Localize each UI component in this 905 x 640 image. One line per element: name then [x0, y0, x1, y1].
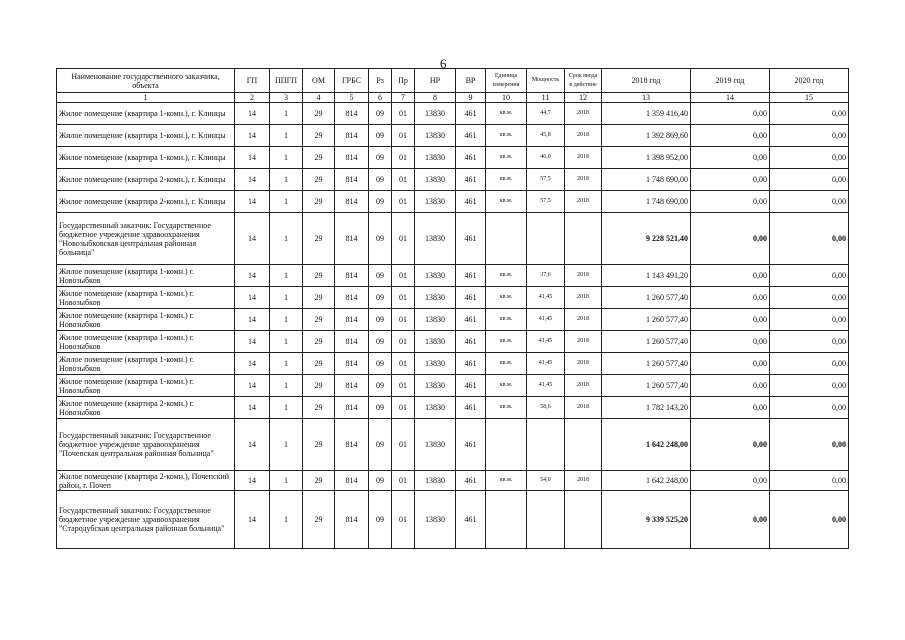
cell-y2019: 0,00	[691, 265, 770, 287]
cell-y2018: 9 228 521,40	[602, 213, 691, 265]
cell-year	[565, 419, 602, 471]
cell-name: Жилое помещение (квартира 1-комн.) г. Новозыбков	[57, 353, 235, 375]
cell-vr: 461	[456, 375, 486, 397]
cell-unit: кв.м.	[486, 103, 527, 125]
cell-vr: 461	[456, 169, 486, 191]
cell-year: 2018	[565, 287, 602, 309]
cell-y2020: 0,00	[770, 309, 849, 331]
cell-name: Жилое помещение (квартира 1-комн.), г. Клинцы	[57, 125, 235, 147]
cell-y2019: 0,00	[691, 471, 770, 491]
cell-pr: 01	[392, 125, 415, 147]
cell-gp: 14	[235, 213, 270, 265]
cell-nr: 13830	[415, 265, 456, 287]
cell-y2019: 0,00	[691, 419, 770, 471]
table-row	[57, 125, 849, 147]
cell-unit: кв.м.	[486, 309, 527, 331]
cell-om: 29	[303, 309, 335, 331]
cell-unit: кв.м.	[486, 147, 527, 169]
cell-year	[565, 491, 602, 549]
cell-name: Жилое помещение (квартира 1-комн.) г. Новозыбков	[57, 265, 235, 287]
header-cell: ГП	[235, 69, 270, 93]
cell-y2019: 0,00	[691, 353, 770, 375]
table-body	[57, 103, 849, 549]
cell-grbs: 814	[335, 471, 369, 491]
column-number: 11	[527, 93, 565, 103]
cell-rz: 09	[369, 287, 392, 309]
cell-gp: 14	[235, 353, 270, 375]
cell-ppgp: 1	[270, 491, 303, 549]
cell-y2018: 1 748 690,00	[602, 169, 691, 191]
header-cell: Наименование государственного заказчика, объекта	[57, 69, 235, 93]
header-cell: ППГП	[270, 69, 303, 93]
cell-pr: 01	[392, 375, 415, 397]
cell-unit	[486, 419, 527, 471]
column-number: 12	[565, 93, 602, 103]
cell-y2019: 0,00	[691, 331, 770, 353]
cell-y2020: 0,00	[770, 353, 849, 375]
cell-gp: 14	[235, 125, 270, 147]
cell-om: 29	[303, 491, 335, 549]
cell-y2019: 0,00	[691, 169, 770, 191]
header-cell: НР	[415, 69, 456, 93]
cell-y2019: 0,00	[691, 147, 770, 169]
cell-y2019: 0,00	[691, 103, 770, 125]
cell-unit: кв.м.	[486, 397, 527, 419]
cell-nr: 13830	[415, 169, 456, 191]
header-cell: 2018 год	[602, 69, 691, 93]
cell-year: 2018	[565, 353, 602, 375]
cell-year	[565, 213, 602, 265]
cell-gp: 14	[235, 169, 270, 191]
cell-nr: 13830	[415, 125, 456, 147]
cell-vr: 461	[456, 147, 486, 169]
cell-vr: 461	[456, 191, 486, 213]
cell-unit: кв.м.	[486, 191, 527, 213]
cell-grbs: 814	[335, 331, 369, 353]
table-row	[57, 169, 849, 191]
cell-ppgp: 1	[270, 103, 303, 125]
cell-y2018: 1 260 577,40	[602, 353, 691, 375]
cell-rz: 09	[369, 103, 392, 125]
header-cell: ОМ	[303, 69, 335, 93]
cell-nr: 13830	[415, 309, 456, 331]
cell-y2020: 0,00	[770, 397, 849, 419]
cell-power: 57,5	[527, 169, 565, 191]
cell-y2018: 9 339 525,20	[602, 491, 691, 549]
cell-name: Жилое помещение (квартира 1-комн.) г. Новозыбков	[57, 331, 235, 353]
cell-power: 37,6	[527, 265, 565, 287]
cell-vr: 461	[456, 331, 486, 353]
cell-y2020: 0,00	[770, 147, 849, 169]
cell-grbs: 814	[335, 103, 369, 125]
cell-unit: кв.м.	[486, 375, 527, 397]
cell-pr: 01	[392, 265, 415, 287]
header-cell: 2019 год	[691, 69, 770, 93]
cell-nr: 13830	[415, 147, 456, 169]
column-number: 7	[392, 93, 415, 103]
cell-power: 58,6	[527, 397, 565, 419]
cell-grbs: 814	[335, 397, 369, 419]
cell-om: 29	[303, 125, 335, 147]
column-number: 6	[369, 93, 392, 103]
cell-om: 29	[303, 213, 335, 265]
cell-rz: 09	[369, 419, 392, 471]
cell-pr: 01	[392, 103, 415, 125]
cell-rz: 09	[369, 397, 392, 419]
cell-y2019: 0,00	[691, 191, 770, 213]
cell-ppgp: 1	[270, 375, 303, 397]
cell-rz: 09	[369, 213, 392, 265]
cell-unit: кв.м.	[486, 353, 527, 375]
cell-vr: 461	[456, 353, 486, 375]
customer-row	[57, 419, 849, 471]
column-number-row	[57, 93, 849, 103]
header-row	[57, 69, 849, 93]
cell-grbs: 814	[335, 169, 369, 191]
cell-grbs: 814	[335, 125, 369, 147]
header-cell: Пр	[392, 69, 415, 93]
cell-y2018: 1 642 248,00	[602, 419, 691, 471]
cell-om: 29	[303, 191, 335, 213]
cell-rz: 09	[369, 309, 392, 331]
cell-y2018: 1 392 869,60	[602, 125, 691, 147]
cell-ppgp: 1	[270, 287, 303, 309]
cell-gp: 14	[235, 419, 270, 471]
cell-power: 41,45	[527, 353, 565, 375]
cell-gp: 14	[235, 397, 270, 419]
cell-year: 2018	[565, 331, 602, 353]
cell-y2020: 0,00	[770, 169, 849, 191]
cell-nr: 13830	[415, 213, 456, 265]
cell-power	[527, 491, 565, 549]
cell-gp: 14	[235, 331, 270, 353]
cell-om: 29	[303, 419, 335, 471]
table-row	[57, 375, 849, 397]
cell-rz: 09	[369, 375, 392, 397]
cell-y2018: 1 782 143,20	[602, 397, 691, 419]
cell-ppgp: 1	[270, 397, 303, 419]
cell-rz: 09	[369, 331, 392, 353]
cell-y2020: 0,00	[770, 419, 849, 471]
cell-om: 29	[303, 397, 335, 419]
cell-vr: 461	[456, 125, 486, 147]
cell-y2018: 1 748 690,00	[602, 191, 691, 213]
cell-pr: 01	[392, 309, 415, 331]
cell-vr: 461	[456, 491, 486, 549]
cell-unit: кв.м.	[486, 169, 527, 191]
cell-y2018: 1 143 491,20	[602, 265, 691, 287]
cell-power: 45,8	[527, 125, 565, 147]
cell-name: Жилое помещение (квартира 2-комн.), г. Клинцы	[57, 169, 235, 191]
cell-unit	[486, 213, 527, 265]
cell-grbs: 814	[335, 147, 369, 169]
cell-pr: 01	[392, 419, 415, 471]
cell-pr: 01	[392, 397, 415, 419]
cell-pr: 01	[392, 491, 415, 549]
cell-name: Государственный заказчик: Государственное бюджетное учреждение здравоохранения "Новозыбковская центральная районная больница"	[57, 213, 235, 265]
table-row	[57, 331, 849, 353]
cell-y2018: 1 260 577,40	[602, 331, 691, 353]
cell-year: 2018	[565, 191, 602, 213]
header-cell: Срок ввода в действие	[565, 69, 602, 93]
cell-power: 41,45	[527, 287, 565, 309]
cell-unit: кв.м.	[486, 125, 527, 147]
column-number: 4	[303, 93, 335, 103]
cell-vr: 461	[456, 265, 486, 287]
cell-om: 29	[303, 265, 335, 287]
cell-ppgp: 1	[270, 125, 303, 147]
cell-rz: 09	[369, 147, 392, 169]
cell-rz: 09	[369, 353, 392, 375]
cell-gp: 14	[235, 471, 270, 491]
budget-table	[56, 68, 849, 549]
cell-year: 2018	[565, 169, 602, 191]
cell-unit: кв.м.	[486, 331, 527, 353]
cell-y2019: 0,00	[691, 397, 770, 419]
cell-nr: 13830	[415, 191, 456, 213]
customer-row	[57, 491, 849, 549]
table-row	[57, 191, 849, 213]
cell-name: Жилое помещение (квартира 1-комн.), г. Клинцы	[57, 147, 235, 169]
cell-grbs: 814	[335, 287, 369, 309]
cell-y2020: 0,00	[770, 213, 849, 265]
cell-rz: 09	[369, 125, 392, 147]
column-number: 15	[770, 93, 849, 103]
cell-year: 2018	[565, 471, 602, 491]
column-number: 5	[335, 93, 369, 103]
cell-y2020: 0,00	[770, 331, 849, 353]
cell-pr: 01	[392, 191, 415, 213]
cell-year: 2018	[565, 103, 602, 125]
header-cell: Мощность	[527, 69, 565, 93]
cell-nr: 13830	[415, 397, 456, 419]
cell-y2018: 1 260 577,40	[602, 287, 691, 309]
cell-name: Жилое помещение (квартира 2-комн.), Почепский район, г. Почеп	[57, 471, 235, 491]
cell-y2019: 0,00	[691, 125, 770, 147]
cell-om: 29	[303, 331, 335, 353]
cell-pr: 01	[392, 213, 415, 265]
table-row	[57, 471, 849, 491]
cell-grbs: 814	[335, 419, 369, 471]
customer-row	[57, 213, 849, 265]
cell-nr: 13830	[415, 375, 456, 397]
header-cell: 2020 год	[770, 69, 849, 93]
cell-om: 29	[303, 287, 335, 309]
cell-gp: 14	[235, 103, 270, 125]
cell-power: 44,7	[527, 103, 565, 125]
table-row	[57, 147, 849, 169]
header-cell: ВР	[456, 69, 486, 93]
cell-pr: 01	[392, 331, 415, 353]
cell-gp: 14	[235, 375, 270, 397]
column-number: 8	[415, 93, 456, 103]
cell-vr: 461	[456, 287, 486, 309]
cell-grbs: 814	[335, 309, 369, 331]
cell-pr: 01	[392, 147, 415, 169]
cell-vr: 461	[456, 397, 486, 419]
cell-om: 29	[303, 103, 335, 125]
cell-year: 2018	[565, 375, 602, 397]
header-cell: Единица измерения	[486, 69, 527, 93]
cell-nr: 13830	[415, 491, 456, 549]
column-number: 14	[691, 93, 770, 103]
cell-nr: 13830	[415, 331, 456, 353]
table-row	[57, 103, 849, 125]
cell-ppgp: 1	[270, 191, 303, 213]
cell-unit: кв.м.	[486, 265, 527, 287]
table-row	[57, 397, 849, 419]
cell-y2018: 1 359 416,40	[602, 103, 691, 125]
cell-ppgp: 1	[270, 353, 303, 375]
cell-y2018: 1 398 952,00	[602, 147, 691, 169]
cell-power: 46,0	[527, 147, 565, 169]
cell-grbs: 814	[335, 265, 369, 287]
cell-y2020: 0,00	[770, 287, 849, 309]
cell-ppgp: 1	[270, 309, 303, 331]
cell-ppgp: 1	[270, 471, 303, 491]
column-number: 1	[57, 93, 235, 103]
cell-name: Государственный заказчик: Государственное бюджетное учреждение здравоохранения "Стародубская центральная районная больница"	[57, 491, 235, 549]
cell-grbs: 814	[335, 375, 369, 397]
table-row	[57, 353, 849, 375]
cell-vr: 461	[456, 471, 486, 491]
cell-year: 2018	[565, 309, 602, 331]
column-number: 2	[235, 93, 270, 103]
cell-pr: 01	[392, 353, 415, 375]
page-number: 6	[440, 56, 447, 71]
column-number: 9	[456, 93, 486, 103]
cell-ppgp: 1	[270, 169, 303, 191]
cell-nr: 13830	[415, 419, 456, 471]
column-number: 3	[270, 93, 303, 103]
cell-gp: 14	[235, 147, 270, 169]
cell-y2020: 0,00	[770, 191, 849, 213]
cell-name: Государственный заказчик: Государственное бюджетное учреждение здравоохранения "Почепская центральная районная больница"	[57, 419, 235, 471]
cell-unit	[486, 491, 527, 549]
cell-rz: 09	[369, 491, 392, 549]
cell-pr: 01	[392, 287, 415, 309]
cell-unit: кв.м.	[486, 287, 527, 309]
cell-grbs: 814	[335, 353, 369, 375]
table-row	[57, 309, 849, 331]
cell-grbs: 814	[335, 191, 369, 213]
cell-vr: 461	[456, 419, 486, 471]
cell-y2018: 1 260 577,40	[602, 309, 691, 331]
cell-power: 57,5	[527, 191, 565, 213]
cell-ppgp: 1	[270, 265, 303, 287]
cell-y2020: 0,00	[770, 375, 849, 397]
cell-y2020: 0,00	[770, 125, 849, 147]
cell-power	[527, 419, 565, 471]
header-cell: ГРБС	[335, 69, 369, 93]
cell-rz: 09	[369, 265, 392, 287]
cell-gp: 14	[235, 191, 270, 213]
column-number: 13	[602, 93, 691, 103]
cell-nr: 13830	[415, 353, 456, 375]
cell-y2019: 0,00	[691, 375, 770, 397]
cell-power: 41,45	[527, 331, 565, 353]
cell-y2019: 0,00	[691, 491, 770, 549]
header-cell: Рз	[369, 69, 392, 93]
cell-gp: 14	[235, 491, 270, 549]
cell-y2018: 1 642 248,00	[602, 471, 691, 491]
cell-power: 54,0	[527, 471, 565, 491]
cell-year: 2018	[565, 125, 602, 147]
cell-grbs: 814	[335, 491, 369, 549]
cell-power: 41,45	[527, 309, 565, 331]
cell-ppgp: 1	[270, 331, 303, 353]
cell-vr: 461	[456, 213, 486, 265]
cell-y2020: 0,00	[770, 265, 849, 287]
cell-name: Жилое помещение (квартира 1-комн.) г. Новозыбков	[57, 375, 235, 397]
cell-om: 29	[303, 471, 335, 491]
cell-pr: 01	[392, 471, 415, 491]
cell-name: Жилое помещение (квартира 2-комн.) г. Новозыбков	[57, 397, 235, 419]
cell-year: 2018	[565, 397, 602, 419]
cell-y2019: 0,00	[691, 213, 770, 265]
cell-name: Жилое помещение (квартира 1-комн.) г. Новозыбков	[57, 309, 235, 331]
cell-vr: 461	[456, 103, 486, 125]
cell-y2018: 1 260 577,40	[602, 375, 691, 397]
cell-om: 29	[303, 353, 335, 375]
cell-power: 41,45	[527, 375, 565, 397]
cell-nr: 13830	[415, 103, 456, 125]
cell-rz: 09	[369, 169, 392, 191]
cell-nr: 13830	[415, 471, 456, 491]
cell-y2019: 0,00	[691, 309, 770, 331]
cell-name: Жилое помещение (квартира 2-комн.), г. Клинцы	[57, 191, 235, 213]
cell-gp: 14	[235, 309, 270, 331]
cell-name: Жилое помещение (квартира 1-комн.), г. Клинцы	[57, 103, 235, 125]
cell-y2020: 0,00	[770, 471, 849, 491]
cell-rz: 09	[369, 471, 392, 491]
cell-grbs: 814	[335, 213, 369, 265]
cell-ppgp: 1	[270, 147, 303, 169]
cell-year: 2018	[565, 265, 602, 287]
cell-rz: 09	[369, 191, 392, 213]
cell-nr: 13830	[415, 287, 456, 309]
cell-gp: 14	[235, 287, 270, 309]
cell-y2019: 0,00	[691, 287, 770, 309]
cell-gp: 14	[235, 265, 270, 287]
column-number: 10	[486, 93, 527, 103]
cell-name: Жилое помещение (квартира 1-комн.) г. Новозыбков	[57, 287, 235, 309]
cell-vr: 461	[456, 309, 486, 331]
cell-om: 29	[303, 169, 335, 191]
cell-y2020: 0,00	[770, 491, 849, 549]
cell-ppgp: 1	[270, 419, 303, 471]
cell-ppgp: 1	[270, 213, 303, 265]
cell-unit: кв.м.	[486, 471, 527, 491]
cell-year: 2018	[565, 147, 602, 169]
cell-pr: 01	[392, 169, 415, 191]
cell-y2020: 0,00	[770, 103, 849, 125]
cell-om: 29	[303, 147, 335, 169]
cell-power	[527, 213, 565, 265]
table-row	[57, 265, 849, 287]
table-row	[57, 287, 849, 309]
cell-om: 29	[303, 375, 335, 397]
